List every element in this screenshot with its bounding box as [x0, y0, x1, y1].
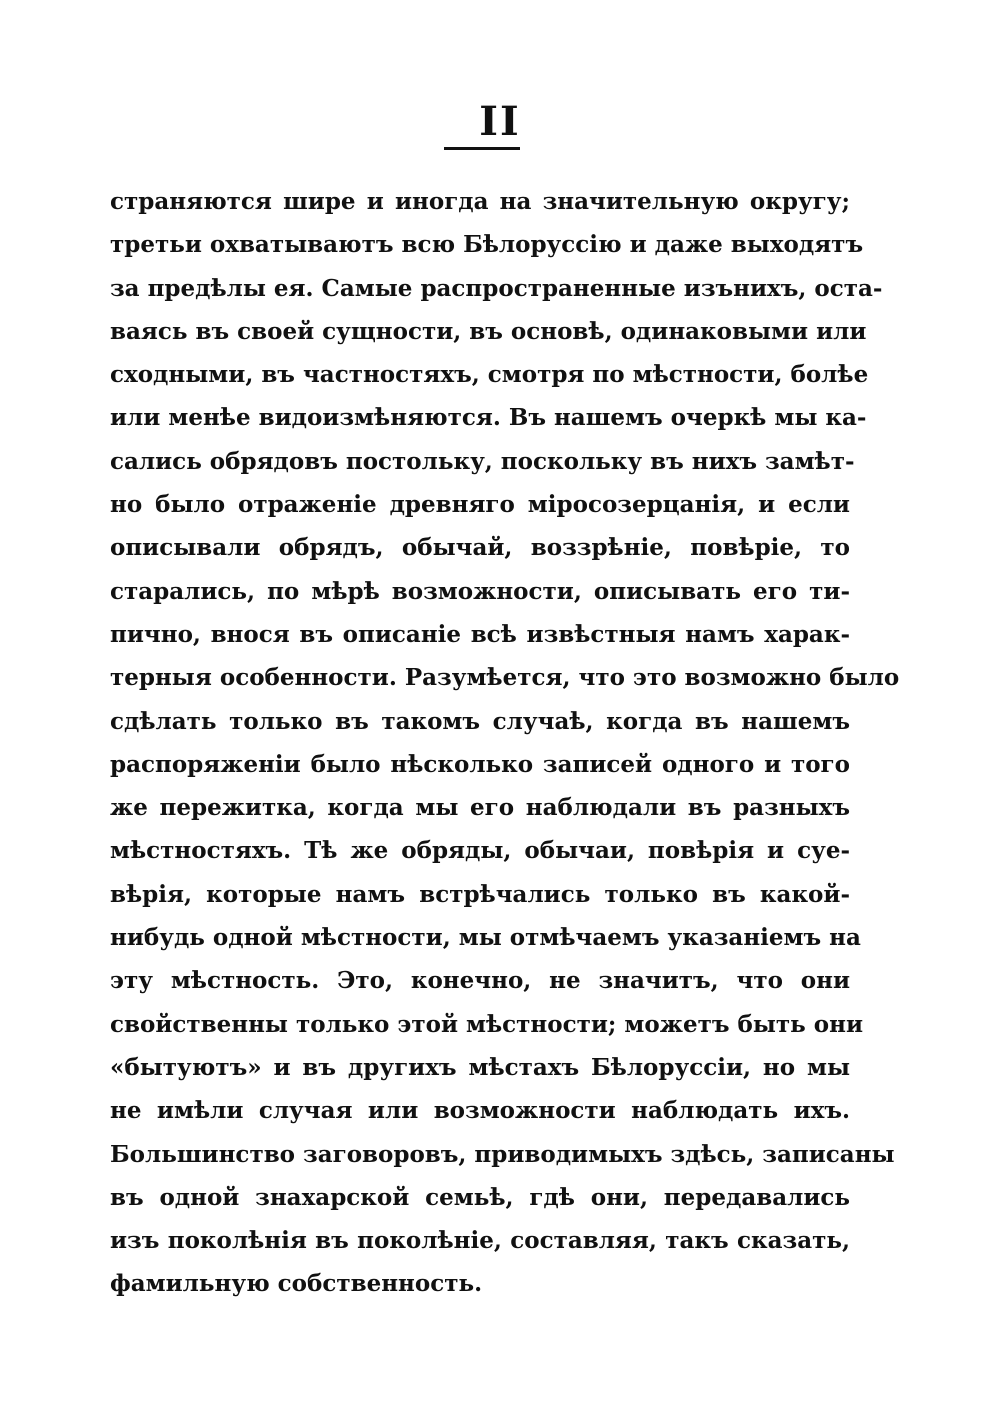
text-line: нибудь одной мѣстности, мы отмѣчаемъ указаніемъ на [110, 924, 861, 952]
text-line: сались обрядовъ постольку, поскольку въ нихъ замѣт- [110, 447, 855, 475]
text-line: сходными, въ частностяхъ, смотря по мѣстности, болѣе [110, 361, 869, 389]
text-line-last: фамильную собственность. [110, 1270, 483, 1298]
text-line: но было отраженіе древняго міросозерцанія, и если [110, 491, 850, 519]
text-line: изъ поколѣнія въ поколѣніе, составляя, такъ сказать, [110, 1227, 850, 1255]
text-line: страняются шире и иногда на значительную округу; [110, 188, 850, 215]
text-line: или менѣе видоизмѣняются. Въ нашемъ очеркѣ мы ка- [110, 404, 867, 432]
text-line: терныя особенности. Разумѣется, что это возможно было [110, 664, 900, 692]
text-line: же пережитка, когда мы его наблюдали въ разныхъ [110, 794, 850, 822]
text-line: сдѣлать только въ такомъ случаѣ, когда въ нашемъ [110, 707, 850, 735]
text-line: старались, по мѣрѣ возможности, описывать его ти- [110, 577, 850, 605]
text-line: пично, внося въ описаніе всѣ извѣстныя намъ харак- [110, 620, 850, 648]
header-rule [444, 147, 520, 150]
text-line: за предѣлы ея. Самые распространенные изънихъ, оста- [110, 274, 883, 302]
text-line: третьи охватываютъ всю Бѣлоруссію и даже выходятъ [110, 231, 864, 259]
text-line: «бытуютъ» и въ другихъ мѣстахъ Бѣлоруссіи, но мы [110, 1053, 850, 1081]
text-line: ваясь въ своей сущности, въ основѣ, одинаковыми или [110, 317, 867, 345]
text-line: не имѣли случая или возможности наблюдать ихъ. [110, 1097, 850, 1125]
text-line: эту мѣстность. Это, конечно, не значитъ, что они [110, 967, 850, 995]
page-number: II [479, 98, 521, 145]
body-text [110, 180, 900, 1306]
text-line: распоряженіи было нѣсколько записей одного и того [110, 750, 850, 778]
text-line: свойственны только этой мѣстности; можетъ быть они [110, 1010, 864, 1038]
text-line: мѣстностяхъ. Тѣ же обряды, обычаи, повѣрія и суе- [110, 837, 850, 865]
text-line: описывали обрядъ, обычай, воззрѣніе, повѣріе, то [110, 534, 850, 562]
text-line: вѣрія, которые намъ встрѣчались только въ какой- [110, 880, 850, 908]
page-header [0, 98, 1000, 146]
text-line: въ одной знахарской семьѣ, гдѣ они, передавались [110, 1183, 850, 1211]
text-line: Большинство заговоровъ, приводимыхъ здѣсь, записаны [110, 1140, 895, 1168]
